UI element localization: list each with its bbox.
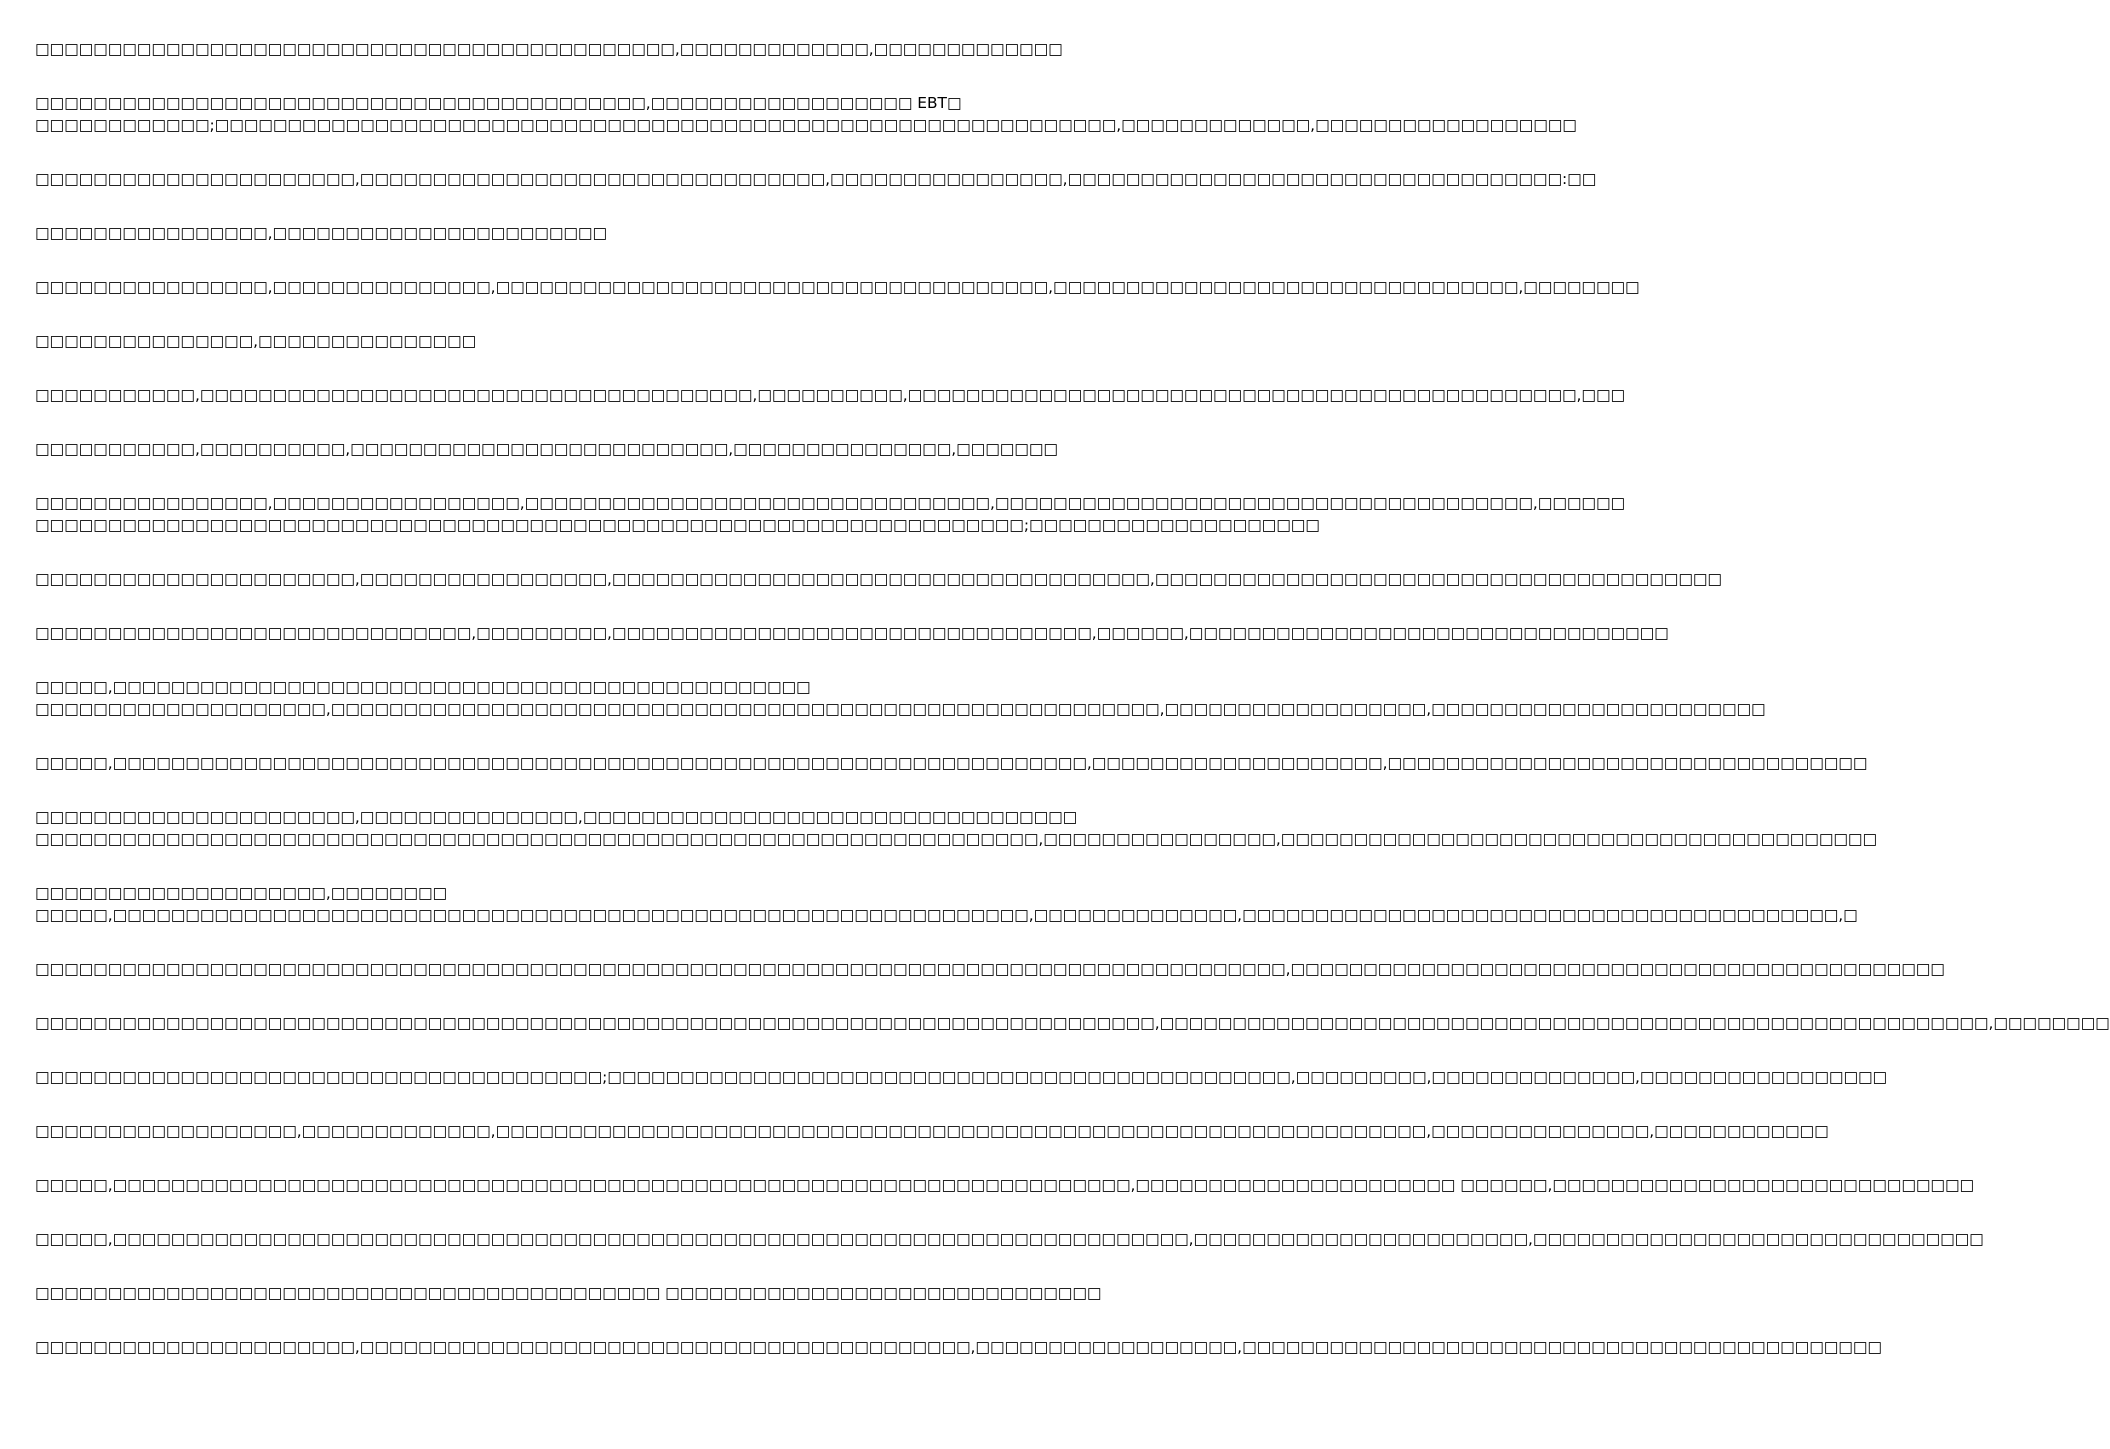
text-line: □□□□□□□□□□□□□□□□□□□□□□□□□□□□□□□□□□□□□□□□□□□□,□□□□□□□□□□□□□,□□□□□□□□□□□□□	[35, 40, 1063, 58]
paragraph-gap	[35, 774, 990, 806]
text-line: □□□□□□□□□□□,□□□□□□□□□□,□□□□□□□□□□□□□□□□□□□□□□□□□□,□□□□□□□□□□□□□□□,□□□□□□□	[35, 440, 1058, 458]
text-line: □□□□□□□□□□□□;□□□□□□□□□□□□□□□□□□□□□□□□□□□□□□□□□□□□□□□□□□□□□□□□□□□□□□□□□□□□□□,□□□□□□□□□□□□□,□□□□□□□□□□□□□□□□□□	[35, 116, 1577, 134]
paragraph-gap	[35, 590, 990, 622]
paragraph-gap	[35, 460, 990, 492]
text-line: □□□□□□□□□□□□□□□□□□□□□□□□□□□□□□□□□□□□□□□□□□,□□□□□□□□□□□□□□□□□□ EBT□	[35, 94, 962, 112]
paragraph-gap	[35, 190, 990, 222]
text-line: □□□□□□□□□□□□□□□□,□□□□□□□□□□□□□□□,□□□□□□□□□□□□□□□□□□□□□□□□□□□□□□□□□□□□□□,□□□□□□□□□□□□□□□□□□□□□□□□□□□□□□□□,□□□□□□□□	[35, 278, 1640, 296]
text-line: □□□□□,□□□□□□□□□□□□□□□□□□□□□□□□□□□□□□□□□□□□□□□□□□□□□□□□□□□□□□□□□□□□□□□□□□□□□□□□□□,□□□□□□□□□□□□□□□□□□□□□□□,□□□□□□□□□□□□□□□□□□□□□□□□□□□□□□□	[35, 1230, 1984, 1248]
paragraph-gap	[35, 1196, 990, 1228]
paragraph-gap	[35, 406, 990, 438]
text-line: □□□□□□□□□□□□□□□□,□□□□□□□□□□□□□□□□□,□□□□□□□□□□□□□□□□□□□□□□□□□□□□□□□□,□□□□□□□□□□□□□□□□□□□□□□□□□□□□□□□□□□□□□,□□□□□□	[35, 494, 1626, 512]
paragraph-gap	[35, 136, 990, 168]
text-line: □□□□□□□□□□□□□□□,□□□□□□□□□□□□□□□	[35, 332, 477, 350]
paragraph-gap	[35, 352, 990, 384]
paragraph-gap	[35, 720, 990, 752]
text-line: □□□□□□□□□□□□□□□□□□□□□□,□□□□□□□□□□□□□□□□□,□□□□□□□□□□□□□□□□□□□□□□□□□□□□□□□□□□□□□,□□□□□□□□□□□□□□□□□□□□□□□□□□□□□□□□□□□□□□□	[35, 570, 1722, 588]
paragraph-gap	[35, 1304, 990, 1336]
paragraph-gap	[35, 1034, 990, 1066]
text-line: □□□□□□□□□□□□□□□□□□□□□□□□□□□□□□□□□□□□□□□□□□□□□□□□□□□□□□□□□□□□□□□□□□□□;□□□□□□□□□□□□□□□□□□□□	[35, 516, 1320, 534]
paragraph-gap	[35, 850, 990, 882]
text-line: □□□□□□□□□□□□□□□□□□□□,□□□□□□□□	[35, 884, 448, 902]
paragraph-gap	[35, 244, 990, 276]
text-line: □□□□□□□□□□□□□□□□□□□□,□□□□□□□□□□□□□□□□□□□□□□□□□□□□□□□□□□□□□□□□□□□□□□□□□□□□□□□□□,□□□□□□□□□□□□□□□□□□,□□□□□□□□□□□□□□□□□□□□□□□	[35, 700, 1766, 718]
text-line: □□□□□□□□□□□□□□□□□□□□□□,□□□□□□□□□□□□□□□,□□□□□□□□□□□□□□□□□□□□□□□□□□□□□□□□□□	[35, 808, 1078, 826]
paragraph-gap	[35, 536, 990, 568]
text-line: □□□□□,□□□□□□□□□□□□□□□□□□□□□□□□□□□□□□□□□□□□□□□□□□□□□□□□□□□□□□□□□□□□□□□,□□□□□□□□□□□□□□,□□□□□□□□□□□□□□□□□□□□□□□□□□□□□□□□□□□□□□□□□,□	[35, 906, 1858, 924]
text-line: □□□□□□□□□□□□□□□□□□□□□□,□□□□□□□□□□□□□□□□□□□□□□□□□□□□□□□□□□□□□□□□□□,□□□□□□□□□□□□□□□□□□,□□□□□□□□□□□□□□□□□□□□□□□□□□□□□□□□□□□□□□□□□□□□	[35, 1338, 1882, 1356]
paragraph-gap	[35, 644, 990, 676]
text-line: □□□□□□□□□□□□□□□□,□□□□□□□□□□□□□□□□□□□□□□□	[35, 224, 608, 242]
text-line: □□□□□□□□□□□□□□□□□□□□□□□□□□□□□□□□□□□□□□□;□□□□□□□□□□□□□□□□□□□□□□□□□□□□□□□□□□□□□□□□□□□□□□□,□□□□□□□□□,□□□□□□□□□□□□□□,□□□□□□□□□□□□□□□□□	[35, 1068, 1888, 1086]
text-line: □□□□□□□□□□□□□□□□□□□□□□□□□□□□□□,□□□□□□□□□,□□□□□□□□□□□□□□□□□□□□□□□□□□□□□□□□□,□□□□□□,□□□□□□□□□□□□□□□□□□□□□□□□□□□□□□□□□	[35, 624, 1669, 642]
paragraph-gap	[35, 980, 990, 1012]
text-line: □□□□□□□□□□□,□□□□□□□□□□□□□□□□□□□□□□□□□□□□□□□□□□□□□□,□□□□□□□□□□,□□□□□□□□□□□□□□□□□□□□□□□□□□□□□□□□□□□□□□□□□□□□□□,□□□	[35, 386, 1626, 404]
paragraph-gap	[35, 1088, 990, 1120]
paragraph-gap	[35, 60, 990, 92]
text-line: □□□□□,□□□□□□□□□□□□□□□□□□□□□□□□□□□□□□□□□□□□□□□□□□□□□□□□□□□□□□□□□□□□□□□□□□□□□□,□□□□□□□□□□□□□□□□□□□□□□ □□□□□□,□□□□□□□□□□□□□□□□□□□□□□□□□□□□□	[35, 1176, 1975, 1194]
text-line: □□□□□□□□□□□□□□□□□□□□□□□□□□□□□□□□□□□□□□□□□□□□□□□□□□□□□□□□□□□□□□□□□□□□□□□□□□□□□,□□□□□□□□□□□□□□□□□□□□□□□□□□□□□□□□□□□□□□□□□□□□□□□□□□□□□□□□□,□□□□□□□□	[35, 1014, 2110, 1032]
text-line: □□□□□,□□□□□□□□□□□□□□□□□□□□□□□□□□□□□□□□□□□□□□□□□□□□□□□□□□□□□□□□□□□□□□□□□□□,□□□□□□□□□□□□□□□□□□□□,□□□□□□□□□□□□□□□□□□□□□□□□□□□□□□□□□	[35, 754, 1868, 772]
paragraph-gap	[35, 1250, 990, 1282]
paragraph-gap	[35, 1142, 990, 1174]
text-line: □□□□□□□□□□□□□□□□□□,□□□□□□□□□□□□□,□□□□□□□□□□□□□□□□□□□□□□□□□□□□□□□□□□□□□□□□□□□□□□□□□□□□□□□□□□□□□□□□,□□□□□□□□□□□□□□□,□□□□□□□□□□□□	[35, 1122, 1829, 1140]
text-line: □□□□□□□□□□□□□□□□□□□□□□□□□□□□□□□□□□□□□□□□□□□ □□□□□□□□□□□□□□□□□□□□□□□□□□□□□□	[35, 1284, 1102, 1302]
paragraph-gap	[35, 926, 990, 958]
text-line: □□□□□□□□□□□□□□□□□□□□□□□□□□□□□□□□□□□□□□□□□□□□□□□□□□□□□□□□□□□□□□□□□□□□□□□□□□□□□□□□□□□□□□,□□□□□□□□□□□□□□□□□□□□□□□□□□□□□□□□□□□□□□□□□□□□□	[35, 960, 1945, 978]
text-line: □□□□□,□□□□□□□□□□□□□□□□□□□□□□□□□□□□□□□□□□□□□□□□□□□□□□□□	[35, 678, 811, 696]
text-line: □□□□□□□□□□□□□□□□□□□□□□□□□□□□□□□□□□□□□□□□□□□□□□□□□□□□□□□□□□□□□□□□□□□□□,□□□□□□□□□□□□□□□□,□□□□□□□□□□□□□□□□□□□□□□□□□□□□□□□□□□□□□□□□□	[35, 830, 1878, 848]
paragraph-gap	[35, 298, 990, 330]
text-line: □□□□□□□□□□□□□□□□□□□□□□,□□□□□□□□□□□□□□□□□□□□□□□□□□□□□□□□,□□□□□□□□□□□□□□□□,□□□□□□□□□□□□□□□□□□□□□□□□□□□□□□□□□□:□□	[35, 170, 1597, 188]
document-body	[35, 38, 2110, 1358]
